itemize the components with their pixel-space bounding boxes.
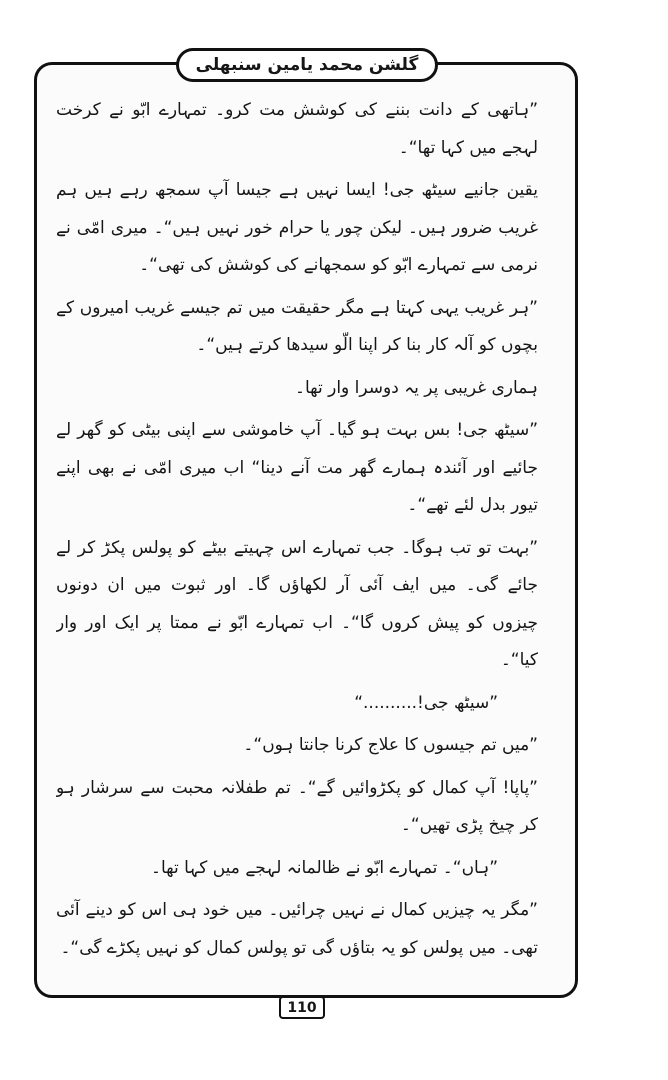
paragraph: ”مگر یہ چیزیں کمال نے نہیں چرائیں۔ میں خود ہی اس کو دینے آئی تھی۔ میں پولس کو یہ بتاؤں گی تو پولس کمال کو نہیں پکڑے گی“۔ (56, 900, 538, 958)
paragraph: ”ہاں“۔ تمہارے ابّو نے ظالمانہ لہجے میں کہا تھا۔ (150, 857, 498, 878)
page-number (279, 996, 325, 1019)
paragraph: ”سیٹھ جی!..........“ (354, 692, 498, 713)
paragraph: ”سیٹھ جی! بس بہت ہو گیا۔ آپ خاموشی سے اپنی بیٹی کو گھر لے جائیے اور آئندہ ہمارے گھر مت آنے دینا“ اب میری امّی نے بھی اپنے تیور بدل لئے تھے“۔ (56, 420, 538, 515)
paragraph: ہماری غریبی پر یہ دوسرا وار تھا۔ (295, 377, 538, 398)
paragraph: ”بہت تو تب ہوگا۔ جب تمہارے اس چہیتے بیٹے کو پولس پکڑ کر لے جائے گی۔ میں ایف آئی آر لکھاؤں گا۔ اور ثبوت میں ان دونوں چیزوں کو پیش کروں گا“۔ اب تمہارے ابّو نے ممتا پر ایک اور وار کیا“۔ (56, 537, 538, 670)
paragraph: یقین جانیے سیٹھ جی! ایسا نہیں ہے جیسا آپ سمجھ رہے ہیں ہم غریب ضرور ہیں۔ لیکن چور یا حرام خور نہیں ہیں“۔ میری امّی نے نرمی سے تمہارے ابّو کو سمجھانے کی کوشش کی تھی“۔ (56, 180, 538, 275)
running-header (176, 48, 438, 82)
paragraph: ”ہاتھی کے دانت بننے کی کوشش مت کرو۔ تمہارے ابّو نے کرخت لہجے میں کہا تھا“۔ (56, 100, 538, 158)
paragraph: ”پاپا! آپ کمال کو پکڑوائیں گے“۔ تم طفلانہ محبت سے سرشار ہو کر چیخ پڑی تھیں“۔ (56, 777, 538, 835)
paragraph: ”میں تم جیسوں کا علاج کرنا جانتا ہوں“۔ (243, 735, 538, 755)
page-number-label: 110 (287, 999, 317, 1016)
header-title: گلشن محمد یامین سنبھلی (195, 55, 419, 75)
story-text-body (56, 92, 562, 978)
paragraph: ”ہر غریب یہی کہتا ہے مگر حقیقت میں تم جیسے غریب امیروں کے بچوں کو آلہ کار بنا کر اپنا الّو سیدھا کرتے ہیں“۔ (56, 297, 538, 355)
